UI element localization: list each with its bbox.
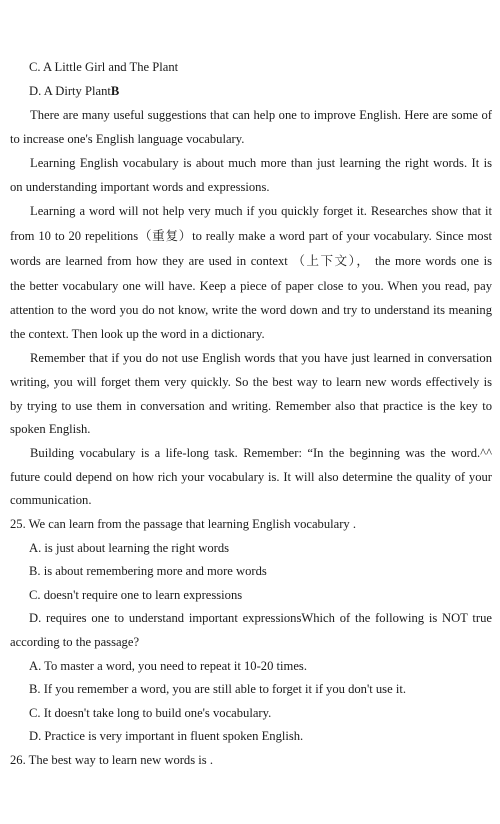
paragraph-line: There are many useful suggestions that can help one to improve English. Here are some of <box>30 108 492 122</box>
option-d: D. Practice is very important in fluent spoken English. <box>29 729 304 743</box>
option-c-line <box>29 59 500 75</box>
paragraph-line: attention to the word you do not know, write the word down and try to understand its meaning <box>10 303 492 317</box>
paragraph-line: words are learned from how they are used in context （上下文）， the more words one is <box>10 254 492 268</box>
paragraph-line: Remember that if you do not use English words that you have just learned in conversation <box>30 351 492 365</box>
question-25: 25. We can learn from the passage that learning English vocabulary . <box>10 517 357 531</box>
paragraph-line: writing, you will forget them very quickly. So the best way to learn new words effectively is <box>10 375 492 389</box>
paragraph-line: to increase one's English language vocabulary. <box>10 132 245 146</box>
option-d-line <box>29 83 500 99</box>
option-d: D. requires one to understand important expressionsWhich of the following is NOT true <box>29 611 492 625</box>
question-continuation: according to the passage? <box>10 635 140 649</box>
option-b: B. If you remember a word, you are still able to forget it if you don't use it. <box>29 682 406 696</box>
question-26: 26. The best way to learn new words is . <box>10 753 213 767</box>
paragraph-line: future could depend on how rich your vocabulary is. It will also determine the quality of your <box>10 470 492 484</box>
option-text: D. A Dirty Plant <box>29 84 111 98</box>
paragraph-line: Learning a word will not help very much if you quickly forget it. Researches show that it <box>30 204 492 218</box>
option-c: C. It doesn't take long to build one's vocabulary. <box>29 706 272 720</box>
paragraph-line: communication. <box>10 493 92 507</box>
paragraph-line: on understanding important words and expressions. <box>10 180 270 194</box>
option-b: B. is about remembering more and more words <box>29 564 267 578</box>
option-a: A. is just about learning the right words <box>29 541 230 555</box>
option-a: A. To master a word, you need to repeat it 10-20 times. <box>29 659 307 673</box>
option-c: C. doesn't require one to learn expressions <box>29 588 243 602</box>
paragraph-line: by trying to use them in conversation and writing. Remember also that practice is the key to <box>10 399 492 413</box>
paragraph-line: the better vocabulary one will have. Keep a piece of paper close to you. When you read, pay <box>10 279 492 293</box>
paragraph-line: Building vocabulary is a life-long task. Remember: “In the beginning was the word.^^ <box>30 446 492 460</box>
paragraph-line: spoken English. <box>10 422 91 436</box>
paragraph-line: Learning English vocabulary is about much more than just learning the right words. It is <box>30 156 492 170</box>
paragraph-line: the context. Then look up the word in a dictionary. <box>10 327 265 341</box>
paragraph-line: from 10 to 20 repelitions（重复）to really make a word part of your vocabulary. Since most <box>10 229 492 243</box>
option-text: C. A Little Girl and The Plant <box>29 60 179 74</box>
section-marker: B <box>110 84 120 98</box>
